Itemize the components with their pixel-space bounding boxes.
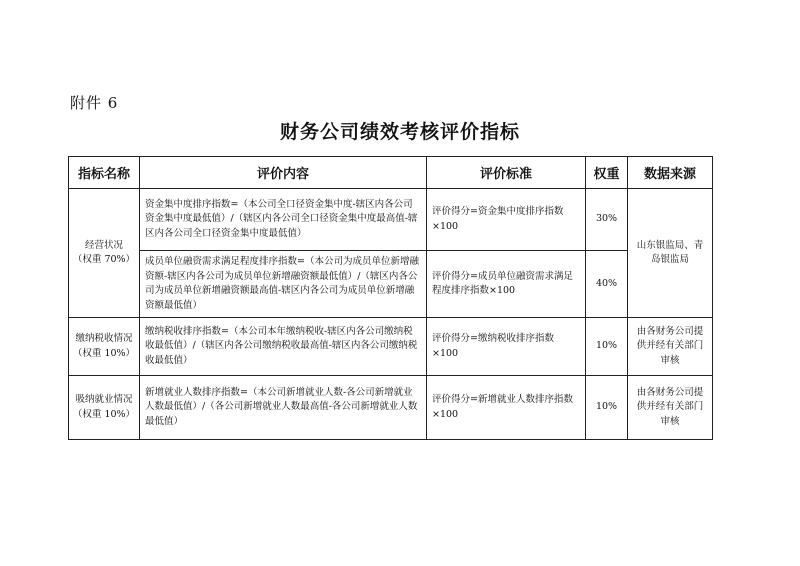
indicator-name-cell: [69, 376, 140, 440]
weight-cell: 10%: [586, 376, 628, 440]
indicator-name-cell: [69, 318, 140, 376]
standard-cell: 评价得分=成员单位融资需求满足程度排序指数×100: [427, 251, 586, 318]
attachment-label: 附件 6: [70, 94, 119, 112]
standard-cell: 评价得分=资金集中度排序指数×100: [427, 189, 586, 251]
table-header-row: [69, 157, 713, 189]
page-title: 财务公司绩效考核评价指标: [279, 121, 520, 143]
content-cell: 新增就业人数排序指数=（本公司新增就业人数-各公司新增就业人数最低值）/（各公司新增就业人数最高值-各公司新增就业人数最低值）: [140, 376, 427, 440]
table-row: [69, 318, 713, 376]
header-indicator-name: 指标名称: [69, 157, 140, 189]
header-source: 数据来源: [628, 157, 713, 189]
header-weight: 权重: [586, 157, 628, 189]
source-cell: 山东银监局、青岛银监局: [628, 189, 713, 318]
table-row: [69, 376, 713, 440]
indicator-name-cell: [69, 189, 140, 318]
content-cell: 缴纳税收排序指数=（本公司本年缴纳税收-辖区内各公司缴纳税收最低值）/（辖区内各公司缴纳税收最高值-辖区内各公司缴纳税收最低值）: [140, 318, 427, 376]
source-cell: 由各财务公司提供并经有关部门审核: [628, 376, 713, 440]
indicator-name: 缴纳税收情况: [75, 333, 133, 344]
content-cell: 成员单位融资需求满足程度排序指数=（本公司为成员单位新增融资额-辖区内各公司为成员单位新增融资额最低值）/（辖区内各公司为成员单位新增融资额最高值-辖区内各公司为成员单位新增融资额最低值）: [140, 251, 427, 318]
standard-cell: 评价得分=缴纳税收排序指数×100: [427, 318, 586, 376]
indicator-weight-note: （权重 10%）: [72, 347, 136, 359]
indicator-weight-note: （权重 10%）: [72, 408, 136, 420]
evaluation-table: [68, 156, 713, 440]
indicator-name: 经营状况: [84, 239, 123, 251]
weight-cell: 30%: [586, 189, 628, 251]
indicator-name: 吸纳就业情况: [75, 394, 133, 405]
standard-cell: 评价得分=新增就业人数排序指数×100: [427, 376, 586, 440]
indicator-weight-note: （权重 70%）: [72, 254, 136, 265]
header-content: 评价内容: [140, 157, 427, 189]
header-standard: 评价标准: [427, 157, 586, 189]
content-cell: 资金集中度排序指数=（本公司全口径资金集中度-辖区内各公司资金集中度最低值）/（辖区内各公司全口径资金集中度最高值-辖区内各公司全口径资金集中度最低值）: [140, 189, 427, 251]
weight-cell: 40%: [586, 251, 628, 318]
source-cell: 由各财务公司提供并经有关部门审核: [628, 318, 713, 376]
table-row: [69, 189, 713, 251]
table-row: [69, 251, 713, 318]
weight-cell: 10%: [586, 318, 628, 376]
